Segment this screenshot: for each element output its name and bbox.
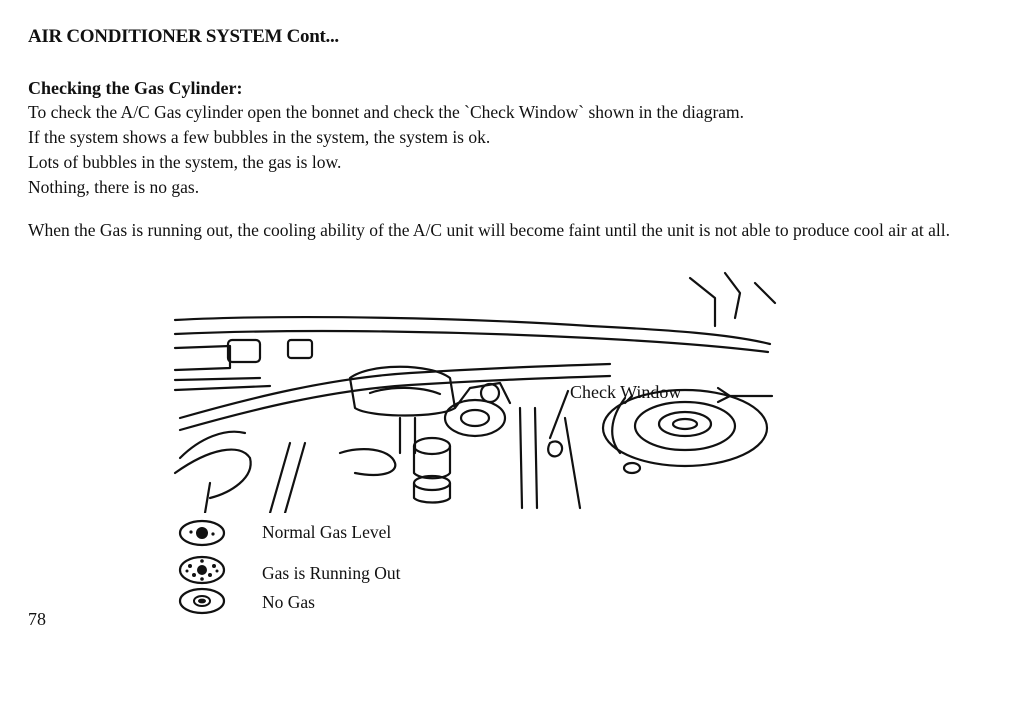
check-window-callout: Check Window (570, 382, 682, 402)
page-title: AIR CONDITIONER SYSTEM Cont... (28, 26, 339, 47)
instructions-block (28, 100, 744, 200)
instruction-line: Nothing, there is no gas. (28, 177, 200, 197)
no-bubbles-icon (176, 586, 228, 616)
legend-label-normal: Normal Gas Level (262, 522, 392, 542)
engine-bay-diagram (170, 268, 780, 513)
instruction-line: To check the A/C Gas cylinder open the bonnet and check the `Check Window` shown in the diagram. (28, 102, 745, 122)
section-heading: Checking the Gas Cylinder: (28, 78, 243, 98)
instruction-line: Lots of bubbles in the system, the gas is low. (28, 152, 342, 172)
many-bubbles-icon (176, 554, 228, 586)
legend-label-running-out: Gas is Running Out (262, 563, 401, 583)
instruction-line: If the system shows a few bubbles in the system, the system is ok. (28, 127, 491, 147)
legend-label-no-gas: No Gas (262, 592, 315, 612)
legend-item-no-gas (176, 586, 476, 618)
few-bubbles-icon (176, 518, 228, 548)
legend-item-normal (176, 518, 476, 550)
legend-item-running-out (176, 554, 496, 588)
cooling-paragraph: When the Gas is running out, the cooling ability of the A/C unit will become faint until the unit is not able to produce cool air at all. (28, 220, 950, 240)
page-number: 78 (28, 609, 46, 629)
